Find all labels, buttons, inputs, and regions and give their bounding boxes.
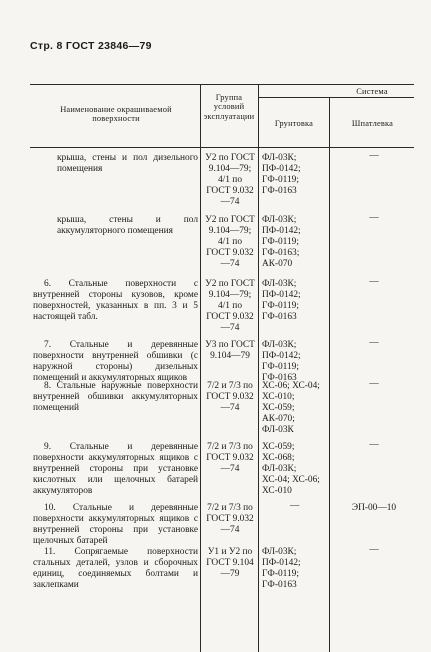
- row-7-putty: ЭП-00—10: [351, 503, 397, 513]
- row-1-primer: ФЛ-03К; ПФ-0142; ГФ-0119; ГФ-0163: [262, 153, 301, 197]
- row-3-putty: —: [369, 277, 379, 287]
- row-5-group: 7/2 и 7/3 по ГОСТ 9.032—74: [206, 381, 254, 414]
- header-group: Группа условий эксплуатации: [203, 93, 255, 121]
- row-3-primer: ФЛ-03К; ПФ-0142; ГФ-0119; ГФ-0163: [262, 279, 301, 323]
- header-bottom-rule: [30, 147, 414, 148]
- row-2-primer: ФЛ-03К; ПФ-0142; ГФ-0119; ГФ-0163; АК-070: [262, 215, 301, 270]
- header-name: Наименование окрашиваемой поверхности: [60, 105, 172, 124]
- header-putty: Шпатлевка: [351, 119, 394, 128]
- row-7-description: 10. Стальные и деревянные поверхности аккумуляторных ящиков с внутренней стороны при установке щелочных батарей: [33, 503, 198, 547]
- row-6-description: 9. Стальные и деревянные поверхности аккумуляторных ящиков с внутренней стороны при установке кислотных или щелочных батарей аккумуляторов: [33, 442, 198, 497]
- header-primer: Грунтовка: [274, 119, 314, 128]
- row-5-putty: —: [369, 379, 379, 389]
- page-header: Стр. 8 ГОСТ 23846—79: [30, 40, 152, 52]
- row-6-putty: —: [369, 440, 379, 450]
- row-7-group: 7/2 и 7/3 по ГОСТ 9.032—74: [206, 503, 254, 536]
- row-3-description: 6. Стальные поверхности с внутренней стороны кузовов, кроме поверхностей, указанных в пп. 3 и 5 настоящей табл.: [33, 279, 198, 323]
- row-8-group: У1 и У2 по ГОСТ 9.104—79: [206, 547, 254, 580]
- row-4-description: 7. Стальные и деревянные поверхности внутренней обшивки (с наружной стороны) дизельных помещений и аккумуляторных ящиков: [33, 340, 198, 384]
- row-4-primer: ФЛ-03К; ПФ-0142; ГФ-0119; ГФ-0163: [262, 340, 301, 384]
- column-divider-1: [200, 84, 201, 652]
- row-2-putty: —: [369, 213, 379, 223]
- row-5-primer: ХС-06; ХС-04; ХС-010; ХС-059; АК-070; ФЛ-03К: [262, 381, 320, 436]
- row-8-description: 11. Сопрягаемые поверхности стальных деталей, узлов и сборочных единиц, соединяемых болтами и заклепками: [33, 547, 198, 591]
- table-top-rule: [30, 84, 414, 85]
- column-divider-3: [329, 97, 330, 652]
- row-2-group: У2 по ГОСТ 9.104—79; 4/1 по ГОСТ 9.032—74: [205, 215, 255, 270]
- row-4-putty: —: [369, 338, 379, 348]
- row-8-putty: —: [369, 545, 379, 555]
- row-1-description: крыша, стены и пол дизельного помещения: [57, 153, 198, 175]
- row-3-group: У2 по ГОСТ 9.104—79; 4/1 по ГОСТ 9.032—74: [205, 279, 255, 334]
- system-header-rule: [258, 97, 414, 98]
- row-1-group: У2 по ГОСТ 9.104—79; 4/1 по ГОСТ 9.032—74: [205, 153, 255, 208]
- header-system: Система: [356, 87, 388, 96]
- row-6-group: 7/2 и 7/3 по ГОСТ 9.032—74: [206, 442, 254, 475]
- row-7-primer: —: [290, 501, 300, 511]
- row-8-primer: ФЛ-03К; ПФ-0142; ГФ-0119; ГФ-0163: [262, 547, 301, 591]
- row-5-description: 8. Стальные наружные поверхности внутренней обшивки аккумуляторных помещений: [33, 381, 198, 414]
- row-4-group: У3 по ГОСТ 9.104—79: [205, 340, 255, 362]
- row-2-description: крыша, стены и пол аккумуляторного помещения: [57, 215, 198, 237]
- row-6-primer: ХС-059; ХС-068; ФЛ-03К; ХС-04; ХС-06; ХС-010: [262, 442, 320, 497]
- row-1-putty: —: [369, 151, 379, 161]
- column-divider-2: [258, 84, 259, 652]
